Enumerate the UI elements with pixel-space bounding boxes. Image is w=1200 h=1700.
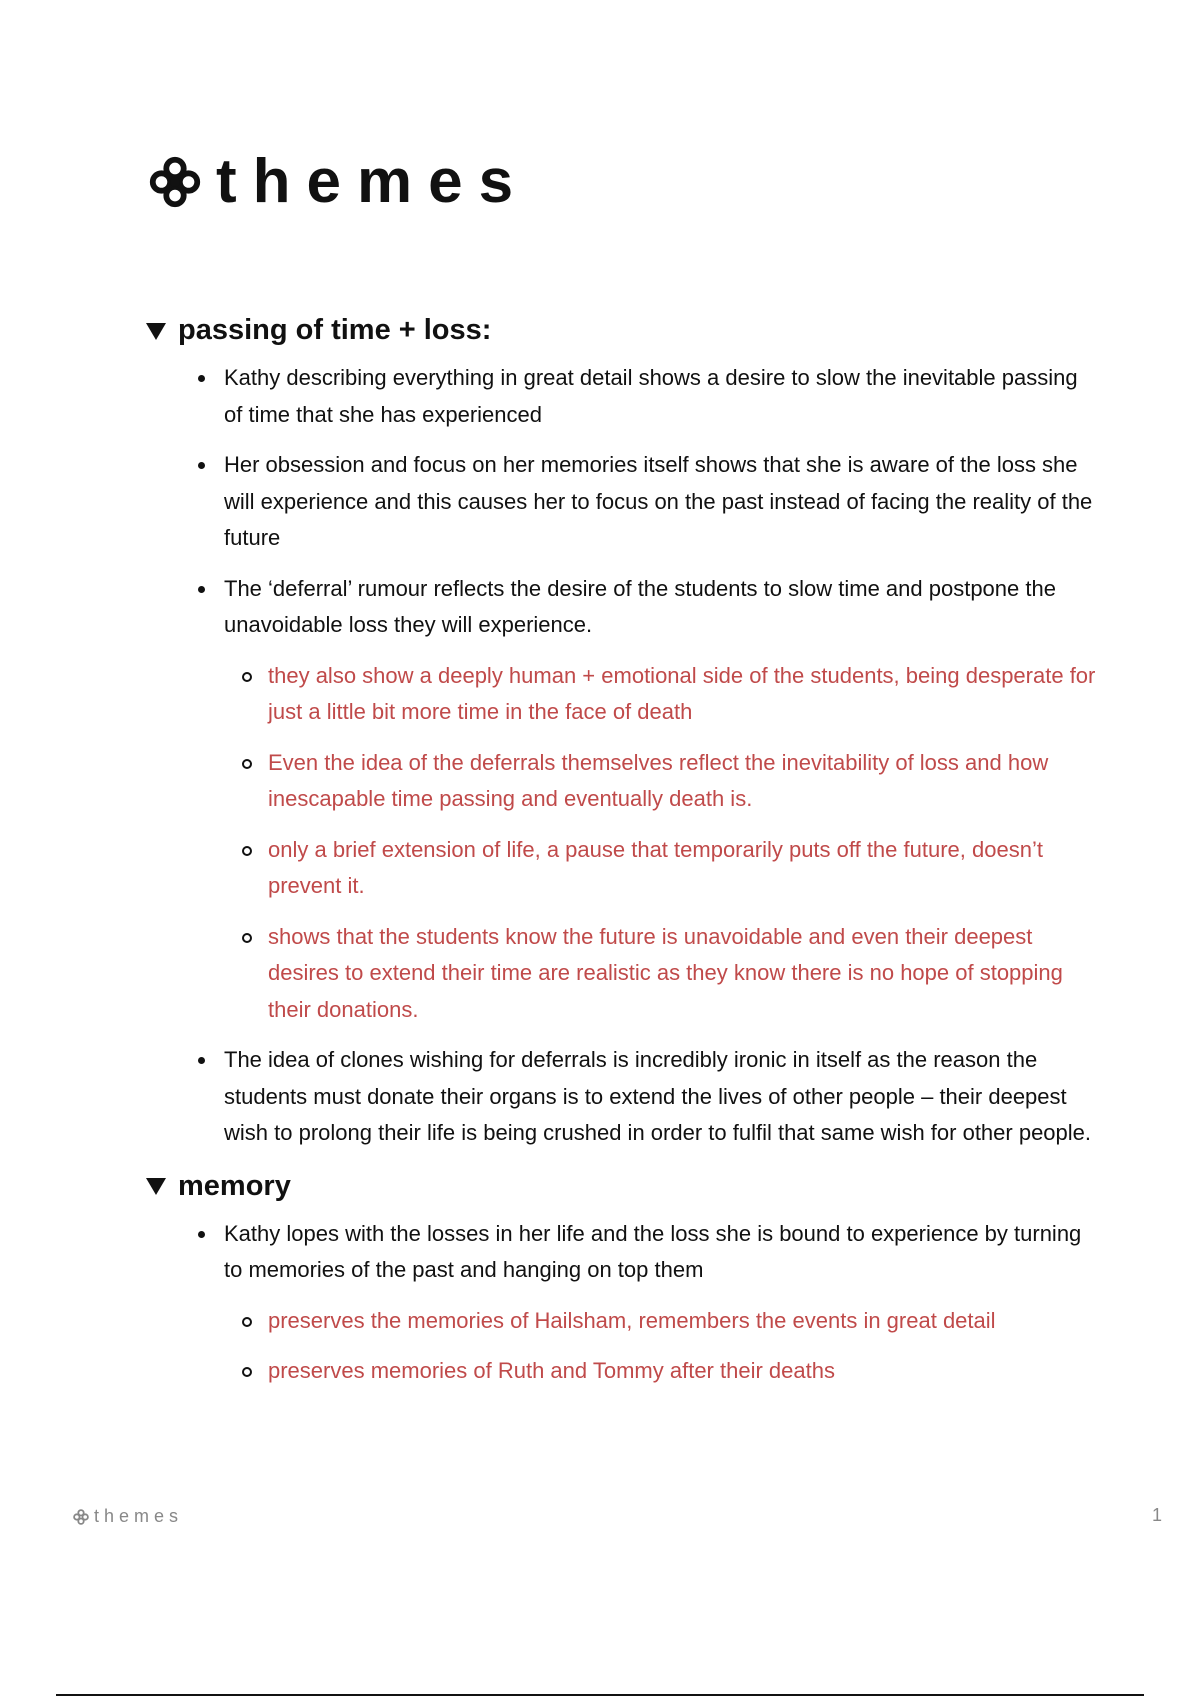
flower-icon xyxy=(146,153,204,211)
bullet-dot-icon xyxy=(198,1057,205,1064)
page-content xyxy=(146,310,1096,1404)
list-item-text: Kathy lopes with the losses in her life and the loss she is bound to experience by turning to memories of the past and hanging on top them xyxy=(224,1220,1082,1282)
bullet-dot-icon xyxy=(198,586,205,593)
list-item xyxy=(224,1216,1096,1390)
sub-list-item xyxy=(268,919,1096,1029)
list-item-text: Kathy describing everything in great detail shows a desire to slow the inevitable passing of time that she has experienced xyxy=(224,365,1078,427)
bullet-circle-icon xyxy=(242,1367,252,1377)
bullet-dot-icon xyxy=(198,462,205,469)
sub-list-item xyxy=(268,832,1096,905)
flower-icon xyxy=(72,1508,90,1526)
sub-list-item-text: only a brief extension of life, a pause that temporarily puts off the future, doesn’t prevent it. xyxy=(268,836,1043,898)
toggle-triangle-icon[interactable] xyxy=(146,1178,166,1195)
bullet-circle-icon xyxy=(242,1317,252,1327)
list-item xyxy=(224,447,1096,557)
list-item-text: Her obsession and focus on her memories itself shows that she is aware of the loss she will experience and this causes her to focus on the past instead of facing the reality of the future xyxy=(224,452,1093,550)
sub-list-item-text: they also show a deeply human + emotional side of the students, being desperate for just a little bit more time in the face of death xyxy=(268,662,1096,724)
footer-title xyxy=(72,1506,183,1527)
sub-list-item-text: shows that the students know the future is unavoidable and even their deepest desires to extend their time are realistic as they know there is no hope of stopping their donations. xyxy=(268,923,1063,1022)
section-heading-text: passing of time + loss: xyxy=(178,314,492,346)
bullet-circle-icon xyxy=(242,759,252,769)
list-item-text: The ‘deferral’ rumour reflects the desire of the students to slow time and postpone the unavoidable loss they will experience. xyxy=(224,575,1056,637)
sub-list-item xyxy=(268,1353,1096,1390)
divider xyxy=(56,1694,1144,1696)
sub-list-item-text: preserves memories of Ruth and Tommy after their deaths xyxy=(268,1358,835,1383)
bullet-dot-icon xyxy=(198,1231,205,1238)
toggle-triangle-icon[interactable] xyxy=(146,323,166,340)
sub-bullet-list xyxy=(214,658,1096,1029)
sub-bullet-list xyxy=(214,1303,1096,1390)
list-item xyxy=(224,360,1096,433)
sub-list-item-text: Even the idea of the deferrals themselves reflect the inevitability of loss and how inescapable time passing and eventually death is. xyxy=(268,749,1049,811)
page-title-text: themes xyxy=(216,147,530,216)
bullet-circle-icon xyxy=(242,672,252,682)
sub-list-item xyxy=(268,1303,1096,1340)
list-item xyxy=(224,571,1096,1029)
bullet-circle-icon xyxy=(242,933,252,943)
bullet-circle-icon xyxy=(242,846,252,856)
sub-list-item xyxy=(268,745,1096,818)
section-memory xyxy=(146,1166,1096,1390)
list-item xyxy=(224,1042,1096,1152)
page-title xyxy=(146,142,529,222)
toggle-heading-passing-of-time[interactable] xyxy=(146,310,1096,350)
footer-title-text: themes xyxy=(94,1506,184,1526)
sub-list-item xyxy=(268,658,1096,731)
bullet-dot-icon xyxy=(198,375,205,382)
page-number: 1 xyxy=(1151,1505,1162,1525)
bullet-list xyxy=(146,360,1096,1152)
sub-list-item-text: preserves the memories of Hailsham, remembers the events in great detail xyxy=(268,1307,996,1333)
list-item-text: The idea of clones wishing for deferrals is incredibly ironic in itself as the reason the students must donate their organs is to extend the lives of other people – their deepest wish to prolong their life is being crushed in order to fulfil that same wish for other people. xyxy=(224,1047,1092,1145)
section-passing-of-time xyxy=(146,310,1096,1152)
section-heading-text: memory xyxy=(178,1169,291,1202)
bullet-list xyxy=(146,1216,1096,1390)
toggle-heading-memory[interactable] xyxy=(146,1166,1096,1206)
